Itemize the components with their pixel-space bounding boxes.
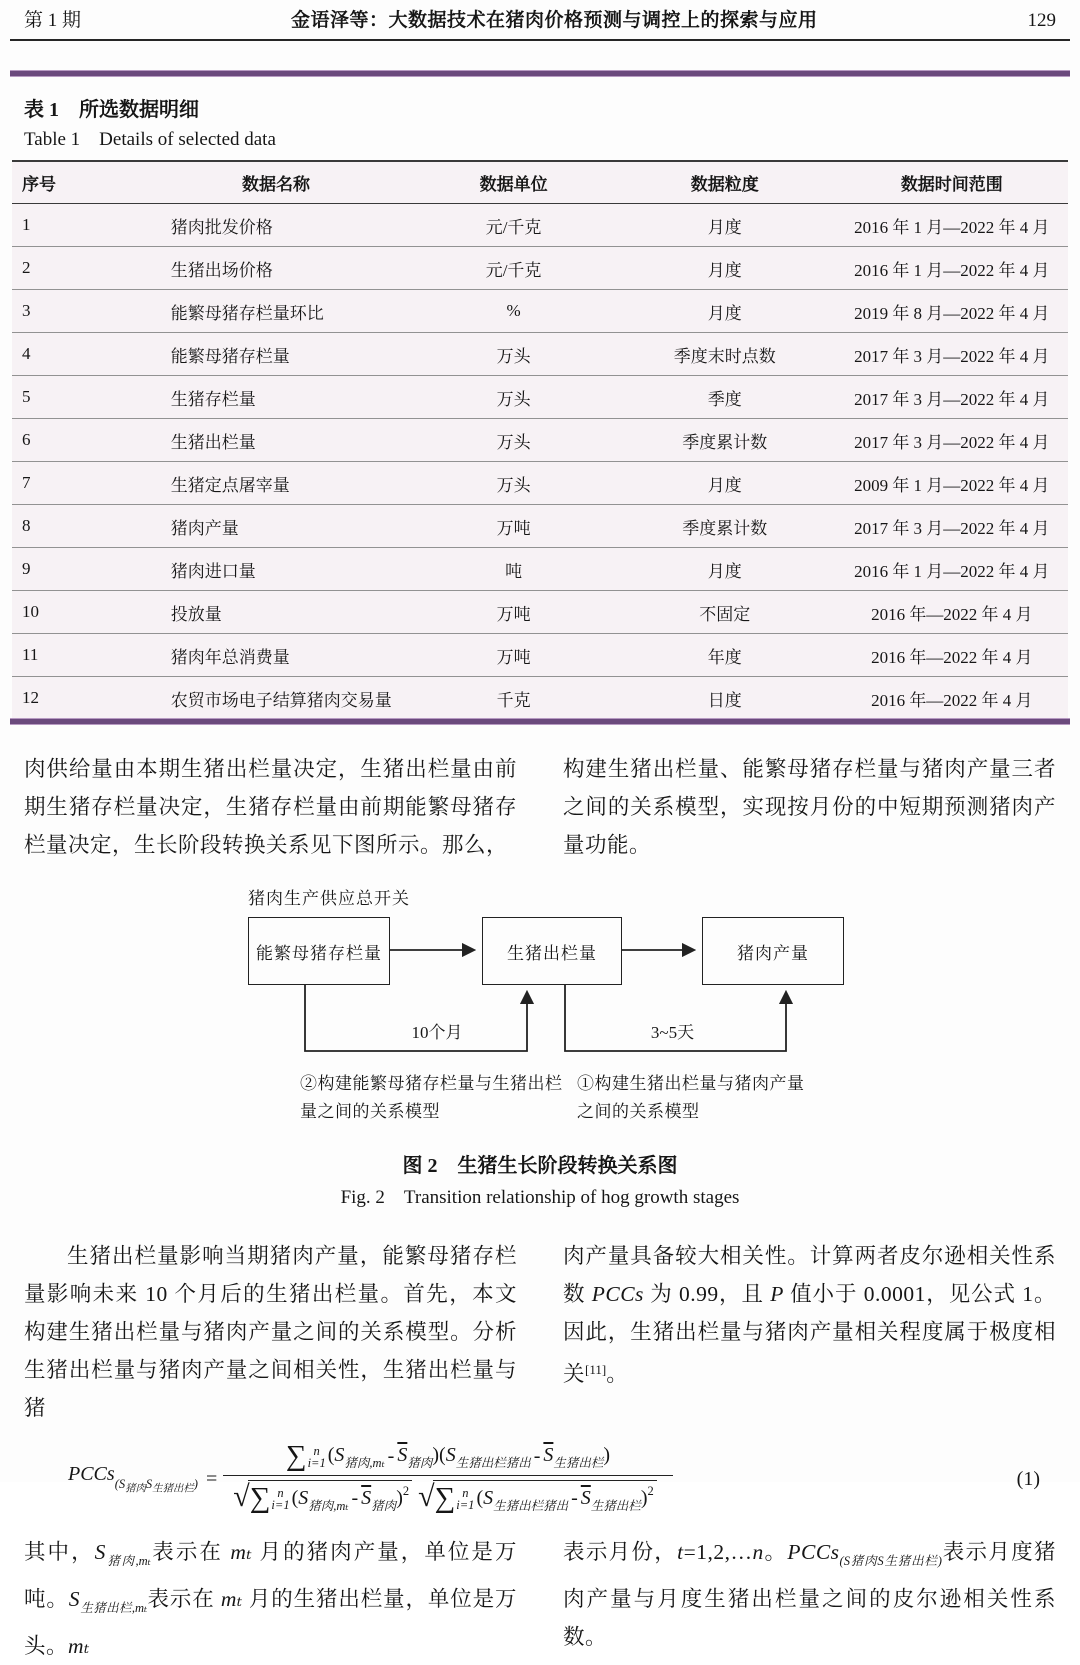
math-atom: ) bbox=[937, 1554, 942, 1568]
table-cell: 2019 年 8 月—2022 年 4 月 bbox=[836, 290, 1068, 333]
table-cell: 猪肉批发价格 bbox=[139, 204, 414, 247]
diagram-note-2: ②构建能繁母猪存栏量与生猪出栏量之间的关系模型 bbox=[300, 1074, 563, 1121]
table-cell: 万吨 bbox=[413, 591, 614, 634]
diagram-box-hog-output: 生猪出栏量 bbox=[482, 917, 622, 985]
math-atom: - bbox=[387, 1444, 395, 1467]
math-atom: ( bbox=[439, 1444, 446, 1467]
table-row bbox=[12, 548, 1068, 591]
table-cell: 万头 bbox=[413, 462, 614, 505]
math-atom: ( bbox=[839, 1554, 844, 1568]
journal-masthead bbox=[10, 0, 1070, 41]
table-row bbox=[12, 376, 1068, 419]
sqrt-icon: √ bbox=[418, 1479, 435, 1513]
table-cell: % bbox=[413, 290, 614, 333]
math-atom: 生猪出栏,mₜ bbox=[80, 1601, 148, 1615]
table-cell: 11 bbox=[12, 634, 139, 677]
math-atom: S bbox=[483, 1486, 494, 1509]
table-row bbox=[12, 247, 1068, 290]
table-cell: 2016 年 1 月—2022 年 4 月 bbox=[836, 548, 1068, 591]
table-cell: 生猪存栏量 bbox=[139, 376, 414, 419]
text-run: 。 bbox=[763, 1540, 788, 1564]
math-atom: 2 bbox=[647, 1483, 654, 1498]
equation-number: (1) bbox=[1016, 1467, 1040, 1490]
math-atom: PCCs bbox=[68, 1463, 115, 1486]
math-subscript bbox=[114, 1477, 198, 1495]
table-cell: 万头 bbox=[413, 376, 614, 419]
math-atom: ) bbox=[603, 1444, 611, 1467]
math-atom: t bbox=[677, 1540, 684, 1564]
table-row bbox=[12, 462, 1068, 505]
radical-body bbox=[248, 1480, 412, 1514]
math-atom: - bbox=[571, 1486, 578, 1509]
text-run: 表示月度猪肉产量与月度生猪出栏量之间的皮尔逊相关性系数。 bbox=[563, 1540, 1056, 1649]
math-atom: S bbox=[145, 1477, 153, 1492]
table-caption-en: Table 1 Details of selected data bbox=[24, 129, 276, 150]
diagram-note-1: ①构建生猪出栏量与猪肉产量之间的关系模型 bbox=[577, 1074, 805, 1121]
table-cell: 万吨 bbox=[413, 634, 614, 677]
table-cell: 万头 bbox=[413, 419, 614, 462]
radical-body bbox=[433, 1480, 657, 1514]
fraction-denominator bbox=[223, 1475, 672, 1517]
table-cell: 元/千克 bbox=[413, 247, 614, 290]
paragraph-right-mid bbox=[563, 1237, 1056, 1427]
table-cell: 1 bbox=[12, 204, 139, 247]
diagram-box-sow-stock: 能繁母猪存栏量 bbox=[248, 917, 390, 985]
table-cell: 2017 年 3 月—2022 年 4 月 bbox=[836, 333, 1068, 376]
equation-fraction bbox=[223, 1441, 672, 1516]
math-atom: $\overline{S}$ bbox=[361, 1486, 372, 1509]
text-run: 为 0.99，且 bbox=[643, 1282, 771, 1306]
text-run: 表示在 bbox=[147, 1587, 221, 1611]
table-cell: 2016 年—2022 年 4 月 bbox=[871, 690, 1033, 710]
table-cell: 月度 bbox=[614, 204, 836, 247]
math-atom: ( bbox=[476, 1486, 484, 1509]
radical bbox=[233, 1480, 412, 1514]
sum-limits bbox=[308, 1445, 326, 1469]
column-header: 数据名称 bbox=[139, 161, 414, 204]
table-cell: 2016 年—2022 年 4 月 bbox=[836, 634, 1068, 677]
table-cell: 元/千克 bbox=[413, 204, 614, 247]
math-atom: 生猪出栏 bbox=[553, 1456, 604, 1471]
table-header-row bbox=[12, 161, 1068, 204]
sum-icon: ∑ bbox=[285, 1440, 307, 1473]
math-atom: ) bbox=[640, 1486, 648, 1509]
body-text-bottom bbox=[0, 1533, 1080, 1665]
diagram-switch-label: 猪肉生产供应总开关 bbox=[248, 889, 410, 908]
math-atom: $\overline{S}$ bbox=[543, 1444, 554, 1467]
table-cell: 月度 bbox=[614, 548, 836, 591]
table-header bbox=[12, 161, 1068, 204]
table-cell: 3 bbox=[12, 290, 139, 333]
math-atom: ( bbox=[114, 1477, 119, 1492]
table-cell: 2017 年 3 月—2022 年 4 月 bbox=[836, 419, 1068, 462]
math-var-pccs: PCCs bbox=[591, 1282, 644, 1306]
table-cell: 8 bbox=[12, 505, 139, 548]
table-cell: 2 bbox=[12, 247, 139, 290]
math-atom: 生猪出栏 bbox=[152, 1483, 194, 1495]
table-cell: 月度 bbox=[614, 290, 836, 333]
table-cell: 千克 bbox=[496, 690, 531, 710]
table-cell: 吨 bbox=[413, 548, 614, 591]
text-run: 值小于 0.0001，见公式 1。因此，生猪出栏量与猪肉产量相关程度属于极度相关 bbox=[563, 1282, 1056, 1386]
math-atom: 生猪出栏猪出 bbox=[493, 1498, 569, 1513]
table-cell: 农贸市场电子结算猪肉交易量 bbox=[170, 690, 392, 710]
sum-icon: ∑ bbox=[434, 1482, 456, 1515]
table-cell: 猪肉产量 bbox=[139, 505, 414, 548]
math-atom: 猪肉 bbox=[371, 1498, 397, 1513]
table-cell: 季度累计数 bbox=[614, 419, 836, 462]
math-atom: mₜ bbox=[230, 1540, 253, 1564]
text-run: 其中， bbox=[24, 1540, 95, 1564]
table-cell: 季度 bbox=[614, 376, 836, 419]
text-run: =1,2,… bbox=[683, 1540, 753, 1564]
table-row bbox=[12, 290, 1068, 333]
table-cell: 猪肉进口量 bbox=[139, 548, 414, 591]
table-cell: 月度 bbox=[614, 247, 836, 290]
table-row bbox=[12, 333, 1068, 376]
accent-rule-bottom bbox=[10, 719, 1070, 724]
table-caption-zh: 表 1 所选数据明细 bbox=[24, 99, 199, 121]
math-atom: = bbox=[205, 1467, 218, 1490]
table-cell: 万吨 bbox=[413, 505, 614, 548]
figure-2-diagram bbox=[0, 880, 1080, 1135]
paragraph-left-mid: 生猪出栏量影响当期猪肉产量，能繁母猪存栏量影响未来 10 个月后的生猪出栏量。首先，本文构建生猪出栏量与猪肉产量之间的关系模型。分析生猪出栏量与猪肉产量之间相关性，生猪出栏量与猪 bbox=[24, 1244, 517, 1420]
math-atom: 猪肉,mₜ bbox=[105, 1554, 151, 1568]
math-atom: $\overline{S}$ bbox=[580, 1486, 591, 1509]
math-atom: S bbox=[877, 1554, 884, 1568]
text-run: 月的生猪出栏量，单位是万头。 bbox=[24, 1587, 517, 1658]
math-atom: ) bbox=[193, 1477, 198, 1492]
math-atom: $\overline{S}$ bbox=[397, 1444, 408, 1467]
table-cell: 万头 bbox=[413, 333, 614, 376]
math-atom: 猪肉,mₜ bbox=[308, 1498, 349, 1513]
data-table bbox=[12, 160, 1068, 719]
math-atom: - bbox=[533, 1444, 541, 1467]
math-atom: S bbox=[298, 1486, 309, 1509]
paragraph-left-top: 肉供给量由本期生猪出栏量决定，生猪出栏量由前期生猪存栏量决定，生猪存栏量由前期能繁母猪存栏量决定，生长阶段转换关系见下图所示。那么， bbox=[24, 757, 517, 857]
math-var-p: P bbox=[770, 1282, 784, 1306]
equation-lhs bbox=[68, 1463, 198, 1495]
table-cell: 9 bbox=[12, 548, 139, 591]
radical bbox=[418, 1480, 657, 1514]
math-atom: i=1 bbox=[307, 1455, 326, 1470]
sum-icon: ∑ bbox=[249, 1482, 271, 1515]
math-atom: ) bbox=[396, 1486, 403, 1509]
table-cell: 投放量 bbox=[139, 591, 414, 634]
running-title: 金语泽等：大数据技术在猪肉价格预测与调控上的探索与应用 bbox=[291, 10, 818, 31]
math-atom: i=1 bbox=[456, 1497, 475, 1512]
math-atom: S bbox=[118, 1477, 126, 1492]
table-cell: 生猪出场价格 bbox=[139, 247, 414, 290]
column-header: 数据时间范围 bbox=[836, 161, 1068, 204]
table-cell: 6 bbox=[12, 419, 139, 462]
text-run: 表示在 bbox=[150, 1540, 231, 1564]
sum-limits bbox=[456, 1487, 474, 1511]
summation bbox=[435, 1484, 477, 1513]
math-subscript bbox=[840, 1554, 942, 1568]
sqrt-icon: √ bbox=[233, 1479, 250, 1513]
math-atom: n bbox=[313, 1443, 320, 1458]
math-atom: n bbox=[752, 1540, 764, 1564]
math-atom: 猪肉 bbox=[125, 1483, 146, 1495]
table-row bbox=[12, 204, 1068, 247]
table-cell: 年度 bbox=[614, 634, 836, 677]
table-cell: 季度末时点数 bbox=[614, 333, 836, 376]
body-text-middle bbox=[0, 1237, 1080, 1427]
math-atom: ) bbox=[432, 1444, 440, 1467]
table-cell: 2016 年 1 月—2022 年 4 月 bbox=[836, 247, 1068, 290]
table-row bbox=[12, 419, 1068, 462]
fraction-numerator bbox=[276, 1441, 620, 1474]
text-run: 肉产量具备较大相关性。计算两者皮尔逊相关性系数 bbox=[563, 1244, 1056, 1306]
math-atom: 2 bbox=[402, 1483, 410, 1498]
summation bbox=[250, 1484, 292, 1513]
body-text-upper bbox=[0, 750, 1080, 864]
sum-limits bbox=[271, 1487, 289, 1511]
page-number: 129 bbox=[1027, 10, 1056, 31]
math-atom: PCCs bbox=[787, 1540, 840, 1564]
math-atom: n bbox=[462, 1485, 469, 1500]
figure-caption-en: Fig. 2 Transition relationship of hog growth stages bbox=[340, 1187, 740, 1208]
math-atom: n bbox=[277, 1485, 284, 1500]
table-cell: 10 bbox=[12, 591, 139, 634]
math-atom: 猪肉,mₜ bbox=[344, 1456, 385, 1471]
table-cell: 2017 年 3 月—2022 年 4 月 bbox=[836, 376, 1068, 419]
math-atom: S bbox=[334, 1444, 345, 1467]
table-cell: 2016 年 1 月—2022 年 4 月 bbox=[836, 204, 1068, 247]
paragraph-left-bottom bbox=[24, 1533, 517, 1665]
math-atom: ( bbox=[327, 1444, 335, 1467]
loop-label-3-5-days: 3~5天 bbox=[650, 1023, 695, 1042]
column-header: 数据粒度 bbox=[614, 161, 836, 204]
diagram-box-pork-production: 猪肉产量 bbox=[702, 917, 844, 985]
math-atom: 猪肉 bbox=[849, 1554, 878, 1568]
table-cell: 猪肉年总消费量 bbox=[139, 634, 414, 677]
table-cell: 4 bbox=[12, 333, 139, 376]
math-atom: 生猪出栏猪出 bbox=[455, 1456, 531, 1471]
table-row bbox=[12, 634, 1068, 677]
math-atom: - bbox=[351, 1486, 359, 1509]
table-row bbox=[12, 677, 1068, 720]
table-cell: 2017 年 3 月—2022 年 4 月 bbox=[836, 505, 1068, 548]
math-atom: 生猪出栏 bbox=[883, 1554, 938, 1568]
figure-caption-zh: 图 2 生猪生长阶段转换关系图 bbox=[402, 1155, 678, 1177]
column-header: 序号 bbox=[12, 161, 139, 204]
math-atom: i=1 bbox=[271, 1497, 290, 1512]
citation-ref-11: [11] bbox=[585, 1362, 607, 1377]
table-cell: 5 bbox=[12, 376, 139, 419]
table-cell: 能繁母猪存栏量环比 bbox=[139, 290, 414, 333]
math-atom: S bbox=[445, 1444, 456, 1467]
math-atom: S bbox=[94, 1540, 106, 1564]
text-run: 表示月份， bbox=[563, 1540, 678, 1564]
math-atom: 猪肉 bbox=[407, 1456, 433, 1471]
math-atom: 生猪出栏 bbox=[590, 1498, 641, 1513]
summation bbox=[286, 1442, 328, 1471]
issue-label: 第 1 期 bbox=[24, 10, 82, 31]
math-atom: mₜ bbox=[68, 1634, 90, 1658]
text-run: 。 bbox=[606, 1362, 629, 1386]
table-cell: 不固定 bbox=[614, 591, 836, 634]
math-atom: mₜ bbox=[220, 1587, 243, 1611]
table-cell: 生猪定点屠宰量 bbox=[139, 462, 414, 505]
table-cell: 季度累计数 bbox=[614, 505, 836, 548]
column-header: 数据单位 bbox=[413, 161, 614, 204]
math-atom: S bbox=[843, 1554, 850, 1568]
accent-rule-top bbox=[10, 71, 1070, 76]
text-run: 月的猪肉产量，单位是万吨。 bbox=[24, 1540, 517, 1611]
math-atom: S bbox=[68, 1587, 80, 1611]
table-cell: 日度 bbox=[707, 690, 742, 710]
table-cell: 2009 年 1 月—2022 年 4 月 bbox=[836, 462, 1068, 505]
math-atom: ( bbox=[291, 1486, 299, 1509]
table-cell: 12 bbox=[22, 688, 39, 707]
equation-1 bbox=[24, 1431, 1056, 1527]
table-cell: 生猪出栏量 bbox=[139, 419, 414, 462]
table-cell: 2016 年—2022 年 4 月 bbox=[836, 591, 1068, 634]
table-row bbox=[12, 505, 1068, 548]
table-body bbox=[12, 204, 1068, 720]
paragraph-right-bottom bbox=[563, 1533, 1056, 1665]
paragraph-right-top: 构建生猪出栏量、能繁母猪存栏量与猪肉产量三者之间的关系模型，实现按月份的中短期预测猪肉产量功能。 bbox=[563, 757, 1056, 857]
table-cell: 月度 bbox=[614, 462, 836, 505]
table-cell: 能繁母猪存栏量 bbox=[139, 333, 414, 376]
loop-label-10-months: 10个月 bbox=[411, 1023, 463, 1042]
table-row bbox=[12, 591, 1068, 634]
table-cell: 7 bbox=[12, 462, 139, 505]
